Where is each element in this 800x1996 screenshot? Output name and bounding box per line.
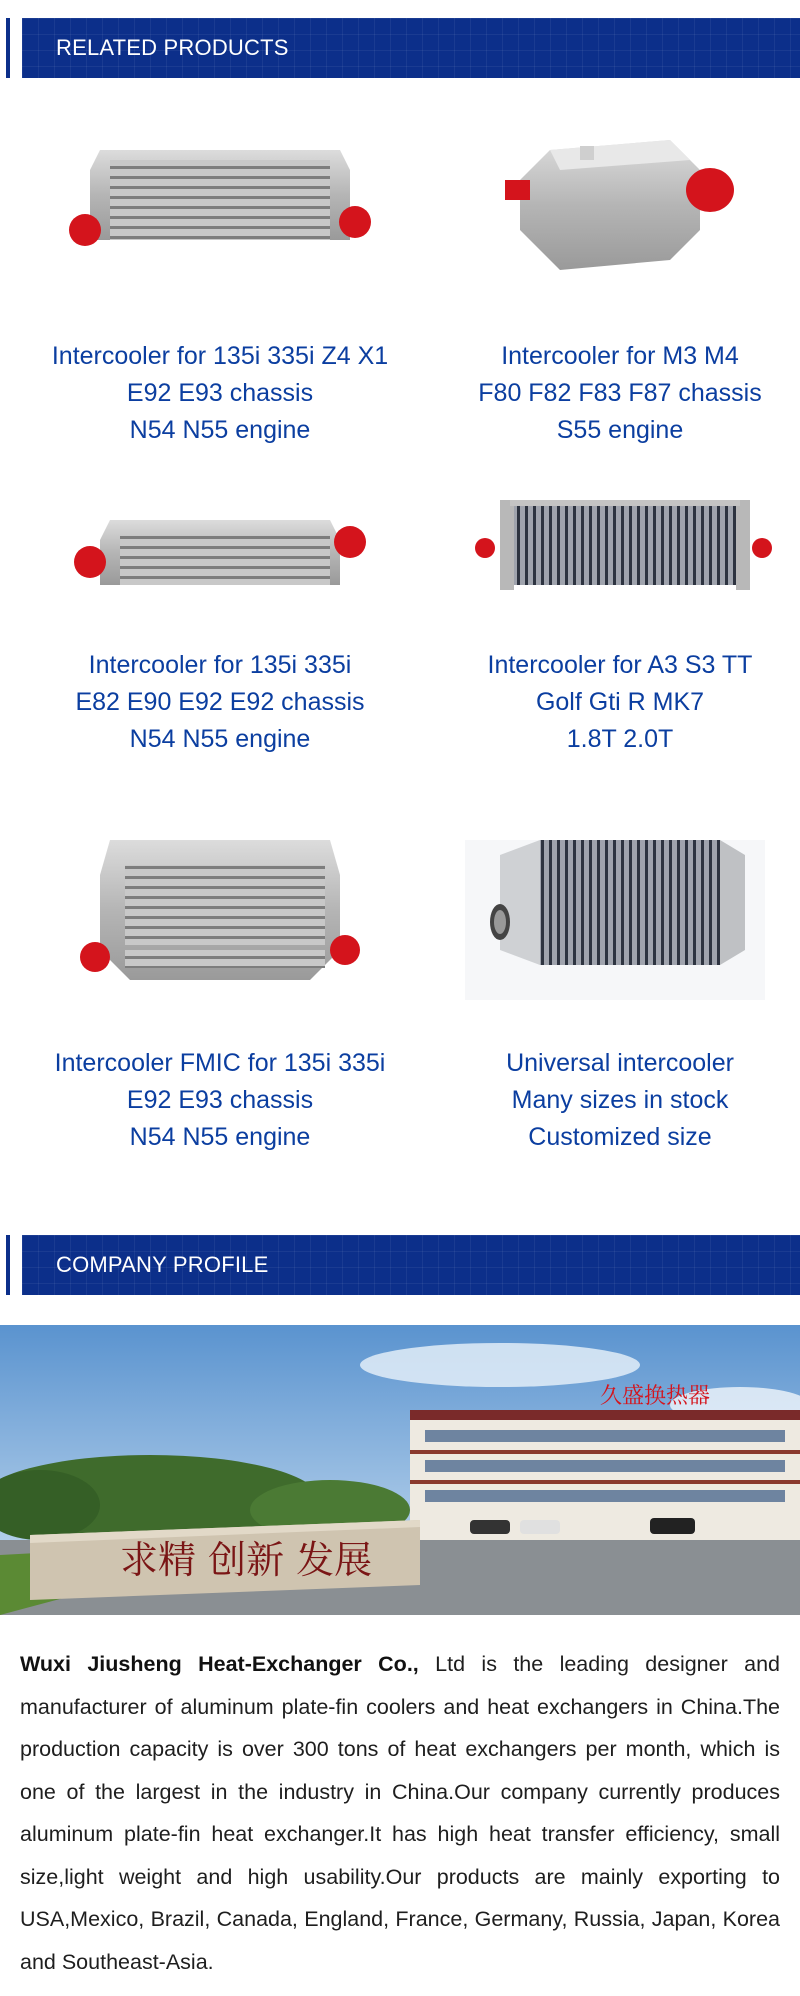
company-profile-title: COMPANY PROFILE — [56, 1252, 269, 1277]
product-caption-line: Golf Gti R MK7 — [535, 688, 705, 716]
roof-sign-text: 久盛换热器 — [600, 1384, 711, 1409]
product-caption-line: E92 E93 chassis — [126, 379, 314, 407]
product-image — [440, 820, 800, 1020]
product-caption-line: S55 engine — [556, 416, 684, 444]
company-name: Wuxi Jiusheng Heat-Exchanger Co., — [20, 1652, 419, 1676]
product-image — [440, 110, 800, 310]
product-caption — [40, 1045, 400, 1156]
product-caption-line: 1.8T 2.0T — [566, 725, 674, 753]
product-image — [40, 470, 400, 670]
related-products-title: RELATED PRODUCTS — [56, 35, 289, 60]
stone-sign-text: 求精 创新 发展 — [120, 1538, 373, 1582]
product-caption-line: Universal intercooler — [506, 1049, 734, 1077]
company-building-photo — [0, 1325, 800, 1615]
company-profile-header — [0, 1235, 800, 1295]
header-accent-line — [6, 1235, 10, 1295]
product-caption-line: E82 E90 E92 E92 chassis — [75, 688, 365, 716]
company-profile-text — [20, 1643, 780, 1983]
related-products-header — [0, 18, 800, 78]
product-caption — [440, 338, 800, 449]
product-caption-line: E92 E93 chassis — [126, 1086, 314, 1114]
product-caption — [40, 647, 400, 758]
product-caption-line: N54 N55 engine — [129, 416, 311, 444]
product-caption-line: N54 N55 engine — [129, 725, 311, 753]
product-caption — [440, 1045, 800, 1156]
product-caption — [440, 647, 800, 758]
product-caption-line: Many sizes in stock — [511, 1086, 729, 1114]
product-image — [40, 110, 400, 310]
product-caption-line: N54 N55 engine — [129, 1123, 311, 1151]
product-image — [440, 470, 800, 670]
product-image — [40, 820, 400, 1020]
product-caption-line: Intercooler FMIC for 135i 335i — [54, 1049, 386, 1077]
company-description: Ltd is the leading designer and manufacturer of aluminum plate-fin coolers and heat exchangers in China.The production capacity is over 300 tons of heat exchangers per month, which is one of the largest in the industry in China.Our company currently produces aluminum plate-fin heat exchanger.It has high heat transfer efficiency, small size,light weight and high usability.Our products are mainly exporting to USA,Mexico, Brazil, Canada, England, France, Germany, Russia, Japan, Korea and Southeast-Asia. — [20, 1652, 781, 1974]
product-caption-line: Customized size — [528, 1123, 712, 1151]
product-caption-line: Intercooler for A3 S3 TT — [487, 651, 753, 679]
product-caption-line: F80 F82 F83 F87 chassis — [478, 379, 762, 407]
product-caption-line: Intercooler for 135i 335i — [88, 651, 352, 679]
header-accent-line — [6, 18, 10, 78]
product-caption-line: Intercooler for M3 M4 — [501, 342, 739, 370]
product-caption-line: Intercooler for 135i 335i Z4 X1 — [51, 342, 389, 370]
product-caption — [40, 338, 400, 449]
